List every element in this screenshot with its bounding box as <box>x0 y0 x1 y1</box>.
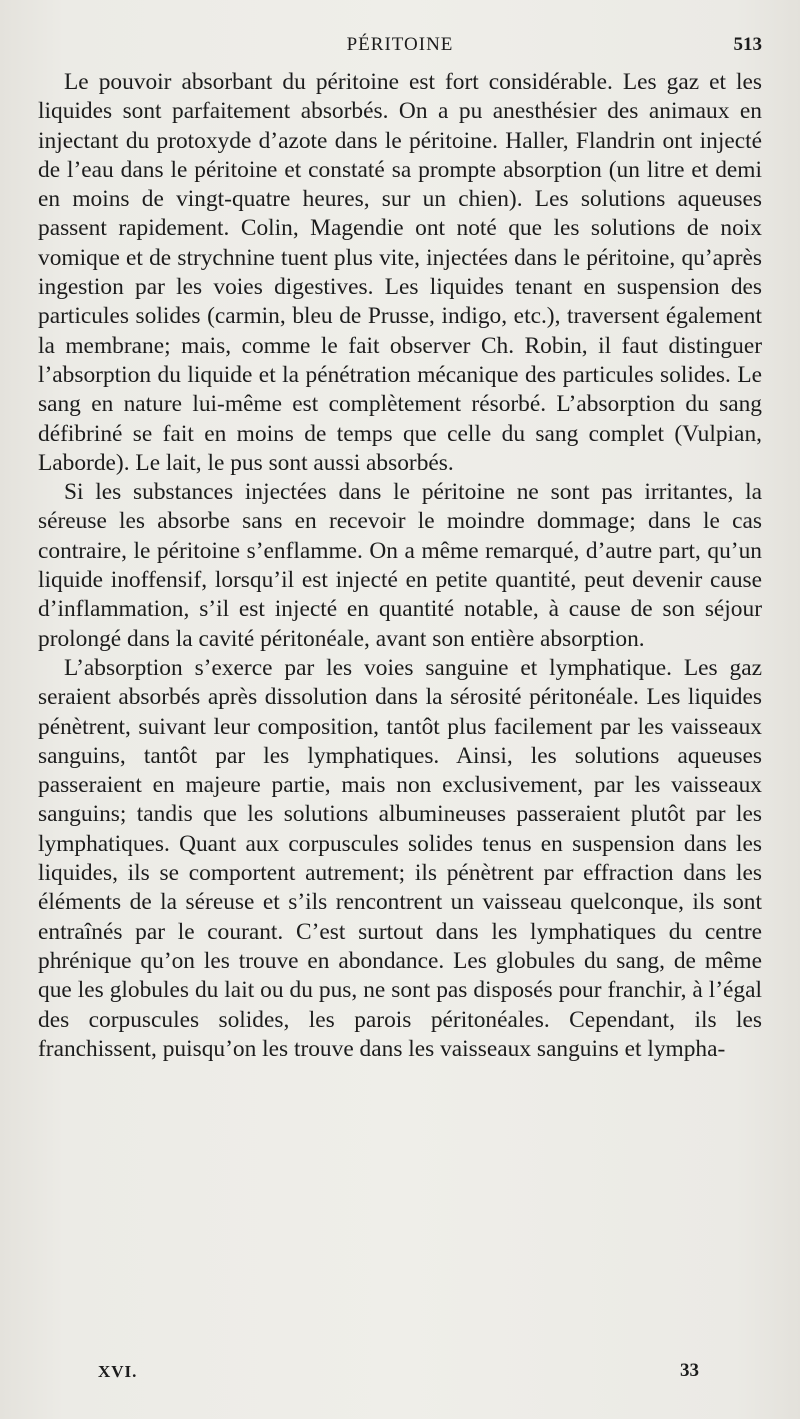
body-text <box>38 68 762 1064</box>
page-number: 513 <box>733 34 762 55</box>
paragraph: Le pouvoir absorbant du péritoine est fort considérable. Les gaz et les liquides sont parfaitement absorbés. On a pu anesthésier des animaux en injectant du protoxyde d’azote dans le péritoine. Haller, Flandrin ont injecté de l’eau dans le péritoine et constaté sa prompte absorption (un litre et demi en moins de vingt-quatre heures, sur un chien). Les solutions aqueuses passent rapidement. Colin, Magendie ont noté que les solutions de noix vomique et de strychnine tuent plus vite, injectées dans le péritoine, qu’après ingestion par les voies digestives. Les liquides tenant en suspension des particules solides (carmin, bleu de Prusse, indigo, etc.), traversent également la membrane; mais, comme le fait observer Ch. Robin, il faut distinguer l’absorption du liquide et la pénétration mécanique des particules solides. Le sang en nature lui-même est complètement résorbé. L’absorption du sang défibriné se fait en moins de temps que celle du sang complet (Vulpian, Laborde). Le lait, le pus sont aussi absorbés. <box>38 69 762 476</box>
paragraph: Si les substances injectées dans le péritoine ne sont pas irritantes, la séreuse les absorbe sans en recevoir le moindre dommage; dans le cas contraire, le péritoine s’enflamme. On a même remarqué, d’autre part, qu’un liquide inoffensif, lorsqu’il est injecté en petite quantité, peut devenir cause d’inflammation, s’il est injecté en quantité notable, à cause de son séjour prolongé dans la cavité péritonéale, avant son entière absorption. <box>38 479 762 652</box>
running-title: PÉRITOINE <box>346 34 454 55</box>
sheet-number: 33 <box>680 1360 699 1381</box>
running-head <box>0 30 800 60</box>
signature-mark: XVI. <box>98 1362 138 1381</box>
paragraph: L’absorption s’exerce par les voies sanguine et lymphatique. Les gaz seraient absorbés après dissolution dans la sérosité péritonéale. Les liquides pénètrent, suivant leur composition, tantôt plus facilement par les vaisseaux sanguins, tantôt par les lymphatiques. Ainsi, les solutions aqueuses passeraient en majeure partie, mais non exclusivement, par les vaisseaux sanguins; tandis que les solutions albumineuses passeraient plutôt par les lymphatiques. Quant aux corpuscules solides tenus en suspension dans les liquides, ils se comportent autrement; ils pénètrent par effraction dans les éléments de la séreuse et s’ils rencontrent un vaisseau quelconque, ils sont entraînés par le courant. C’est surtout dans les lymphatiques du centre phrénique qu’on les trouve en abondance. Les globules du sang, de même que les globules du lait ou du pus, ne sont pas disposés pour franchir, à l’égal des corpuscules solides, les parois péritonéales. Cependant, ils les franchissent, puisqu’on les trouve dans les vaisseaux sanguins et lympha- <box>38 654 762 1062</box>
page-footer <box>0 1360 800 1390</box>
